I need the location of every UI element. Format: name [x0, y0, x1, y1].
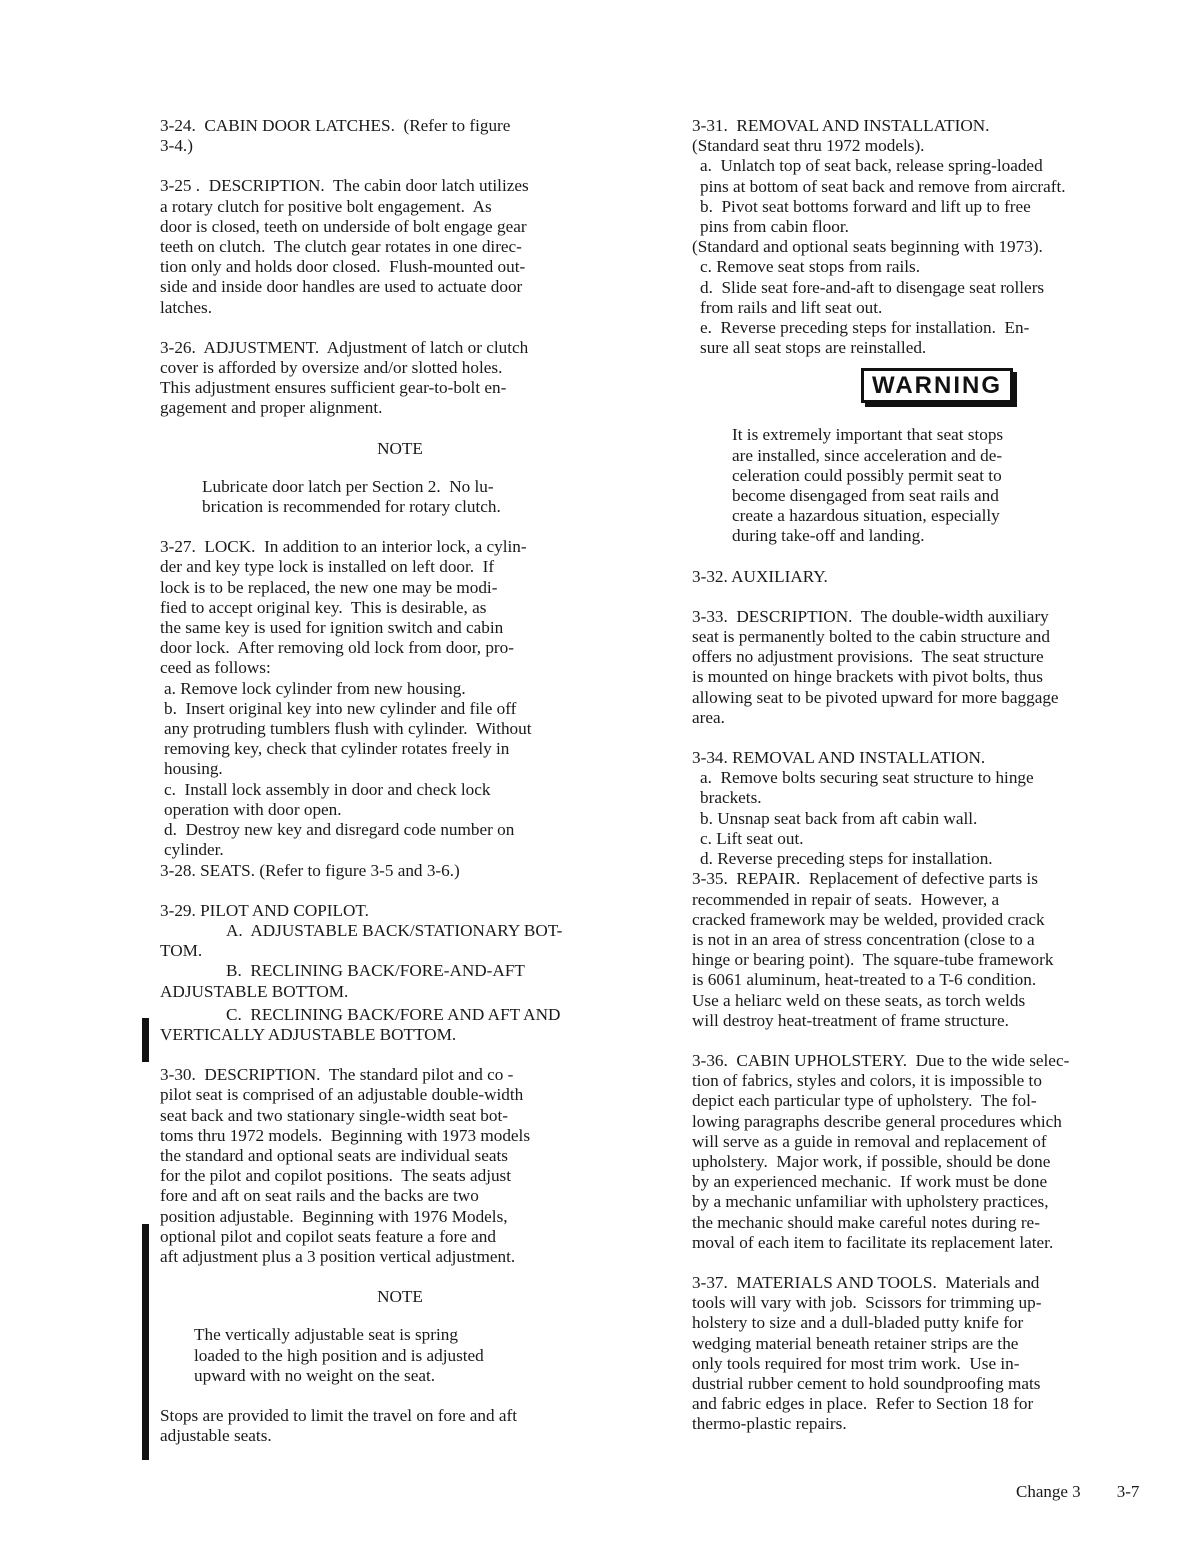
text-line: hinge or bearing point). The square-tube framework	[692, 950, 1054, 970]
text-line: a rotary clutch for positive bolt engagement. As	[160, 196, 492, 216]
text-line: 3-27. LOCK. In addition to an interior lock, a cylin-	[160, 537, 527, 557]
text-line: thermo-plastic repairs.	[692, 1414, 847, 1434]
para-3-25	[160, 176, 640, 317]
text-line: are installed, since acceleration and de-	[732, 445, 1003, 465]
text-line: TOM.	[160, 941, 203, 961]
text-line: 3-30. DESCRIPTION. The standard pilot and co -	[160, 1065, 514, 1085]
change-bar	[142, 1018, 149, 1062]
step-3-27-c	[160, 780, 640, 820]
note-body	[194, 1325, 594, 1386]
text-line: removing key, check that cylinder rotates freely in	[164, 739, 510, 759]
para-3-31-std: (Standard and optional seats beginning with 1973).	[692, 237, 1043, 257]
text-line: Lubricate door latch per Section 2. No lu-	[202, 476, 494, 496]
text-line: toms thru 1972 models. Beginning with 1973 models	[160, 1125, 531, 1145]
para-3-29: 3-29. PILOT AND COPILOT.	[160, 900, 369, 920]
text-line: 3-35. REPAIR. Replacement of defective parts is	[692, 869, 1038, 889]
text-line: housing.	[164, 759, 223, 779]
text-line: 3-33. DESCRIPTION. The double-width auxiliary	[692, 606, 1049, 626]
text-line: by an experienced mechanic. If work must be done	[692, 1172, 1048, 1192]
text-line: cover is afforded by oversize and/or slotted holes.	[160, 358, 503, 378]
para-3-30	[160, 1065, 640, 1267]
text-line: upholstery. Major work, if possible, should be done	[692, 1151, 1051, 1171]
text-line: for the pilot and copilot positions. The seats adjust	[160, 1166, 512, 1186]
text-line: optional pilot and copilot seats feature a fore and	[160, 1226, 496, 1246]
text-line: VERTICALLY ADJUSTABLE BOTTOM.	[160, 1024, 457, 1044]
step-3-31-a	[692, 156, 1182, 196]
text-line: seat back and two stationary single-width seat bot-	[160, 1105, 508, 1125]
para-3-34: 3-34. REMOVAL AND INSTALLATION.	[692, 748, 986, 768]
text-line: and fabric edges in place. Refer to Section 18 for	[692, 1394, 1034, 1414]
text-line: door is closed, teeth on underside of bolt engage gear	[160, 216, 527, 236]
text-line: moval of each item to facilitate its replacement later.	[692, 1232, 1054, 1252]
text-line: will destroy heat-treatment of frame structure.	[692, 1010, 1009, 1030]
text-line: 3-31. REMOVAL AND INSTALLATION.	[692, 116, 990, 135]
text-line: is 6061 aluminum, heat-treated to a T-6 condition.	[692, 970, 1037, 990]
text-line: fied to accept original key. This is desirable, as	[160, 597, 487, 617]
text-line: ADJUSTABLE BOTTOM.	[160, 981, 349, 1001]
text-line: is mounted on hinge brackets with pivot bolts, thus	[692, 667, 1043, 687]
text-line: fore and aft on seat rails and the backs are two	[160, 1186, 479, 1206]
text-line: create a hazardous situation, especially	[732, 506, 1000, 526]
text-line: C. RECLINING BACK/FORE AND AFT AND	[226, 1004, 561, 1024]
text-line: cylinder.	[164, 840, 224, 860]
text-line: celeration could possibly permit seat to	[732, 465, 1002, 485]
text-line: offers no adjustment provisions. The seat structure	[692, 647, 1044, 667]
para-3-27	[160, 537, 640, 678]
text-line: pilot seat is comprised of an adjustable double-width	[160, 1085, 524, 1105]
warning-label: WARNING	[861, 368, 1013, 403]
text-line: pins at bottom of seat back and remove from aircraft.	[700, 176, 1066, 196]
note-heading: NOTE	[377, 438, 423, 458]
text-line: (Standard seat thru 1972 models).	[692, 136, 925, 156]
para-3-26	[160, 338, 640, 419]
text-line: during take-off and landing.	[732, 526, 925, 546]
text-line: d. Slide seat fore-and-aft to disengage seat rollers	[700, 277, 1045, 297]
para-3-28: 3-28. SEATS. (Refer to figure 3-5 and 3-6.)	[160, 860, 460, 880]
text-line: the same key is used for ignition switch and cabin	[160, 618, 504, 638]
text-line: 3-37. MATERIALS AND TOOLS. Materials and	[692, 1272, 1040, 1292]
text-line: become disengaged from seat rails and	[732, 486, 999, 506]
para-3-37	[692, 1273, 1182, 1435]
right-column	[692, 116, 1182, 1435]
text-line: d. Destroy new key and disregard code number on	[164, 820, 515, 840]
text-line: 3-25 . DESCRIPTION. The cabin door latch utilizes	[160, 176, 529, 196]
step-3-27-a: a. Remove lock cylinder from new housing.	[164, 678, 466, 698]
warning-body	[732, 425, 1102, 546]
text-line: Use a heliarc weld on these seats, as torch welds	[692, 990, 1026, 1010]
text-line: 3-4.)	[160, 136, 193, 156]
text-line: latches.	[160, 297, 213, 317]
para-3-29-C	[160, 1005, 640, 1045]
text-line: tools will vary with job. Scissors for trimming up-	[692, 1293, 1042, 1313]
text-line: by a mechanic unfamiliar with upholstery practices,	[692, 1192, 1049, 1212]
text-line: c. Install lock assembly in door and check lock	[164, 779, 491, 799]
para-3-35	[692, 869, 1182, 1031]
text-line: b. Insert original key into new cylinder and file off	[164, 698, 517, 718]
step-3-34-c: c. Lift seat out.	[700, 828, 804, 848]
text-line: adjustable seats.	[160, 1426, 272, 1446]
text-line: seat is permanently bolted to the cabin structure and	[692, 627, 1050, 647]
text-line: any protruding tumblers flush with cylinder. Without	[164, 719, 532, 739]
text-line: loaded to the high position and is adjusted	[194, 1345, 484, 1365]
text-line: Stops are provided to limit the travel on fore and aft	[160, 1405, 518, 1425]
para-3-33	[692, 607, 1182, 728]
text-line: the mechanic should make careful notes during re-	[692, 1212, 1040, 1232]
text-line: B. RECLINING BACK/FORE-AND-AFT	[226, 961, 525, 981]
text-line: der and key type lock is installed on left door. If	[160, 557, 495, 577]
text-line: cracked framework may be welded, provided crack	[692, 909, 1045, 929]
step-3-34-b: b. Unsnap seat back from aft cabin wall.	[700, 808, 978, 828]
text-line: allowing seat to be pivoted upward for more baggage	[692, 687, 1059, 707]
stops-paragraph	[160, 1406, 640, 1446]
text-line: wedging material beneath retainer strips are the	[692, 1333, 1019, 1353]
change-bar	[142, 1224, 149, 1460]
para-3-29-A	[160, 921, 640, 961]
text-line: 3-26. ADJUSTMENT. Adjustment of latch or clutch	[160, 337, 529, 357]
text-line: teeth on clutch. The clutch gear rotates in one direc-	[160, 237, 522, 257]
para-3-24	[160, 116, 640, 156]
text-line: A. ADJUSTABLE BACK/STATIONARY BOT-	[226, 920, 563, 940]
text-line: b. Pivot seat bottoms forward and lift up to free	[700, 196, 1031, 216]
text-line: tion only and holds door closed. Flush-mounted out-	[160, 257, 526, 277]
step-3-31-c: c. Remove seat stops from rails.	[700, 257, 921, 277]
text-line: dustrial rubber cement to hold soundproofing mats	[692, 1373, 1041, 1393]
text-line: side and inside door handles are used to actuate door	[160, 277, 523, 297]
text-line: It is extremely important that seat stops	[732, 425, 1004, 445]
text-line: e. Reverse preceding steps for installation. En-	[700, 318, 1030, 338]
text-line: lowing paragraphs describe general procedures which	[692, 1111, 1062, 1131]
step-3-34-a	[692, 768, 1182, 808]
text-line: depict each particular type of upholstery. The fol-	[692, 1091, 1037, 1111]
text-line: a. Unlatch top of seat back, release spring-loaded	[700, 156, 1043, 176]
text-line: This adjustment ensures sufficient gear-to-bolt en-	[160, 378, 507, 398]
para-3-32: 3-32. AUXILIARY.	[692, 566, 828, 586]
text-line: holstery to size and a dull-bladed putty knife for	[692, 1313, 1024, 1333]
warning-banner	[692, 368, 1182, 403]
text-line: only tools required for most trim work. Use in-	[692, 1353, 1020, 1373]
text-line: door lock. After removing old lock from door, pro-	[160, 638, 514, 658]
page-number: 3-7	[1116, 1482, 1140, 1501]
text-line: upward with no weight on the seat.	[194, 1365, 436, 1385]
text-line: The vertically adjustable seat is spring	[194, 1325, 458, 1345]
text-line: will serve as a guide in removal and replacement of	[692, 1131, 1047, 1151]
text-line: position adjustable. Beginning with 1976 Models,	[160, 1206, 508, 1226]
text-line: pins from cabin floor.	[700, 217, 849, 237]
text-line: area.	[692, 707, 725, 727]
note-body	[202, 477, 602, 517]
text-line: recommended in repair of seats. However, a	[692, 889, 1000, 909]
text-line: 3-24. CABIN DOOR LATCHES. (Refer to figure	[160, 116, 511, 135]
step-3-27-d	[160, 820, 640, 860]
step-3-31-e	[692, 318, 1182, 358]
step-3-31-d	[692, 278, 1182, 318]
step-3-27-b	[160, 699, 640, 780]
text-line: from rails and lift seat out.	[700, 297, 883, 317]
step-3-31-b	[692, 197, 1182, 237]
text-line: aft adjustment plus a 3 position vertical adjustment.	[160, 1246, 516, 1266]
note-heading: NOTE	[377, 1287, 423, 1307]
para-3-31	[692, 116, 1182, 156]
para-3-29-B	[160, 961, 640, 1001]
text-line: ceed as follows:	[160, 658, 271, 678]
change-number: Change 3	[1016, 1482, 1081, 1501]
text-line: tion of fabrics, styles and colors, it is impossible to	[692, 1071, 1042, 1091]
left-column	[160, 116, 640, 1446]
text-line: gagement and proper alignment.	[160, 398, 383, 418]
text-line: is not in an area of stress concentration (close to a	[692, 929, 1035, 949]
text-line: 3-36. CABIN UPHOLSTERY. Due to the wide selec-	[692, 1050, 1070, 1070]
text-line: lock is to be replaced, the new one may be modi-	[160, 577, 498, 597]
text-line: sure all seat stops are reinstalled.	[700, 338, 927, 358]
text-line: a. Remove bolts securing seat structure to hinge	[700, 768, 1034, 788]
text-line: brackets.	[700, 788, 762, 808]
text-line: brication is recommended for rotary clutch.	[202, 497, 501, 517]
page-footer	[1016, 1482, 1139, 1502]
para-3-36	[692, 1051, 1182, 1253]
text-line: the standard and optional seats are individual seats	[160, 1145, 508, 1165]
text-line: operation with door open.	[164, 799, 342, 819]
step-3-34-d: d. Reverse preceding steps for installation.	[700, 849, 993, 869]
